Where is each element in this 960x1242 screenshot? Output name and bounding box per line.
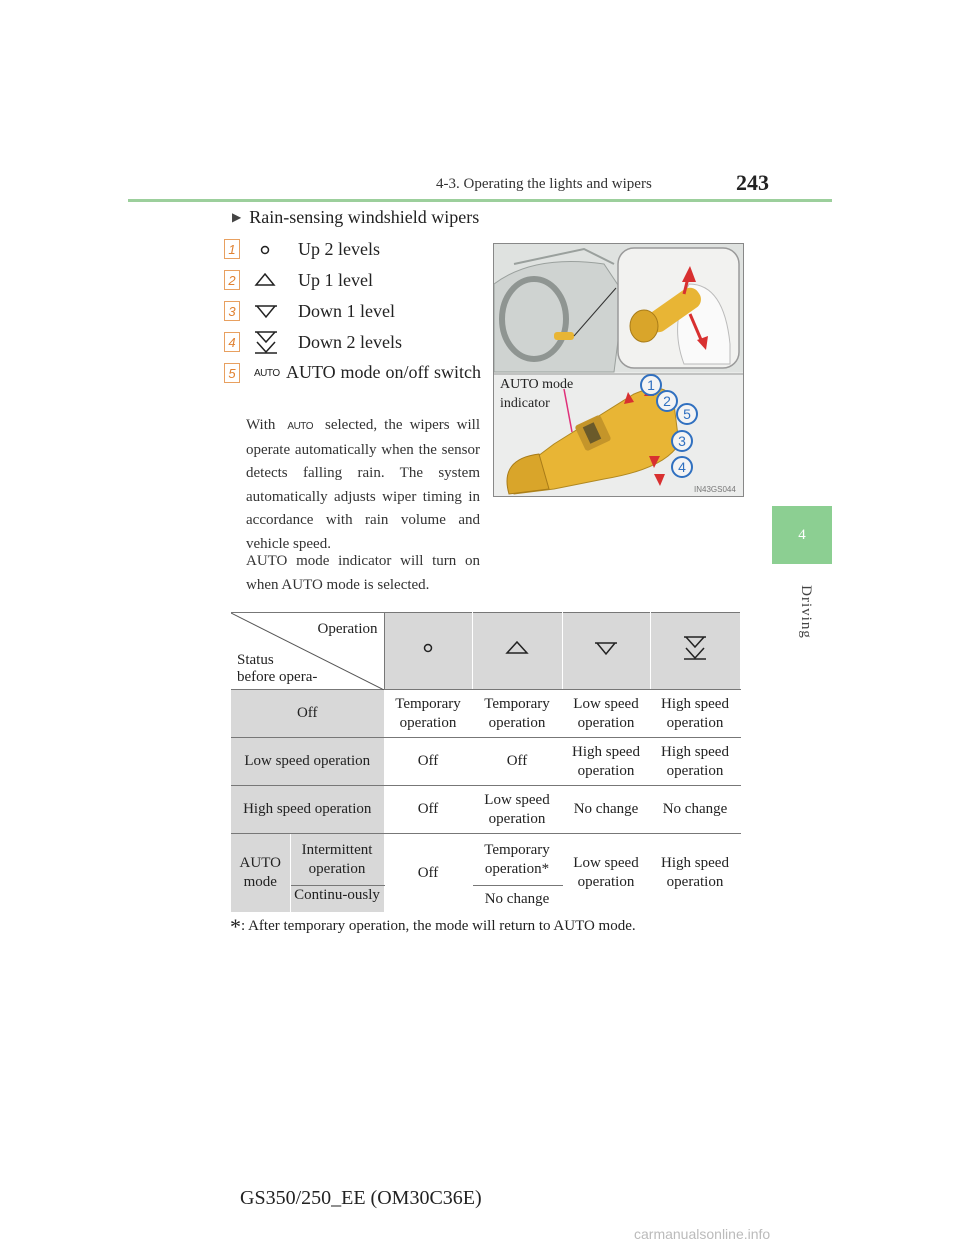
svg-text:1: 1 — [647, 377, 655, 393]
svg-text:3: 3 — [678, 433, 686, 449]
table-cell: Temporary operation* — [472, 834, 562, 886]
bullet-arrow-icon: ▶ — [232, 210, 242, 224]
list-item — [224, 297, 395, 325]
list-item — [224, 266, 373, 294]
corner-status-line2: before opera- — [237, 669, 318, 685]
item-label: Down 2 levels — [298, 331, 402, 352]
table-header-row — [231, 613, 740, 690]
callout-number: 3 — [224, 301, 240, 321]
triangle-down-icon — [562, 613, 650, 690]
auto-item-label: AUTO mode on/off switch — [286, 362, 481, 382]
table-row-auto — [231, 834, 740, 886]
auto-status: AUTO mode — [231, 834, 290, 913]
table-cell: Temporary operation — [472, 690, 562, 738]
table-cell: Off — [384, 834, 472, 913]
figure-label-line1: AUTO mode — [500, 377, 574, 392]
corner-operation: Operation — [317, 621, 378, 637]
item-label: Up 2 levels — [298, 238, 380, 259]
corner-cell — [231, 613, 384, 690]
svg-text:4: 4 — [678, 459, 686, 475]
table-cell: Temporary operation — [384, 690, 472, 738]
table-cell: Off — [384, 786, 472, 834]
chapter-label: Driving — [798, 585, 814, 639]
table-row — [231, 738, 740, 786]
dot-icon — [384, 613, 472, 690]
table-cell: Low speed operation — [562, 690, 650, 738]
double-triangle-down-icon — [650, 613, 740, 690]
table-cell: No change — [650, 786, 740, 834]
table-row — [231, 690, 740, 738]
item-label — [286, 360, 481, 385]
figure-label-line2: indicator — [500, 396, 550, 411]
list-item — [224, 235, 380, 263]
header-divider — [128, 199, 832, 202]
para-post: selected, the wipers will operate automatically when the sensor detects falling rain. The system automatically adjusts wiper timing in accordance with rain volume and vehicle speed. — [246, 417, 480, 552]
callout-number: 2 — [224, 270, 240, 290]
table-cell: High speed operation — [650, 834, 740, 913]
auto-sub-continuous-text: Continu-ously — [294, 887, 380, 903]
item-label: Up 1 level — [298, 269, 373, 290]
footnote — [230, 914, 636, 940]
callout-number: 5 — [224, 363, 240, 383]
table-cell: Low speed operation — [562, 834, 650, 913]
svg-text:IN43GS044: IN43GS044 — [694, 485, 736, 494]
list-item — [224, 328, 402, 356]
table-cell: No change — [562, 786, 650, 834]
auto-icon-text: AUTO — [254, 367, 280, 379]
section-title: 4-3. Operating the lights and wipers — [436, 176, 652, 192]
table-cell: Off — [384, 738, 472, 786]
para-pre: With — [246, 417, 276, 433]
page-number: 243 — [736, 170, 769, 195]
double-triangle-down-icon — [254, 329, 288, 355]
auto-sub-intermittent: Intermittent operation — [290, 834, 384, 886]
footnote-mark: * — [230, 914, 241, 939]
auto-inline-icon: AUTO — [287, 421, 314, 432]
callout-number: 4 — [224, 332, 240, 352]
table-cell: No change — [472, 886, 562, 913]
figure-label — [500, 375, 573, 413]
triangle-up-icon — [472, 613, 562, 690]
manual-code: GS350/250_EE (OM30C36E) — [240, 1187, 482, 1209]
auto-icon — [254, 360, 288, 386]
auto-sub-continuous — [290, 886, 384, 913]
triangle-up-icon — [254, 267, 288, 293]
table-cell: Off — [472, 738, 562, 786]
operation-table — [231, 612, 741, 912]
callout-number: 1 — [224, 239, 240, 259]
table-cell: High speed operation — [562, 738, 650, 786]
table-cell: Low speed operation — [472, 786, 562, 834]
wiper-lever-illustration — [493, 243, 744, 497]
corner-status — [237, 652, 317, 686]
triangle-down-icon — [254, 298, 288, 324]
bullet-heading-text: Rain-sensing windshield wipers — [249, 207, 480, 227]
dot-icon — [254, 236, 288, 262]
footnote-text: : After temporary operation, the mode will return to AUTO mode. — [241, 918, 636, 934]
table-cell: High speed operation — [650, 690, 740, 738]
table-cell: High speed operation — [650, 738, 740, 786]
table-row — [231, 786, 740, 834]
row-status: Low speed operation — [231, 738, 384, 786]
description-paragraph — [246, 414, 480, 556]
chapter-tab: 4 — [772, 506, 832, 564]
watermark: carmanualsonline.info — [634, 1226, 771, 1242]
corner-status-line1: Status — [237, 652, 274, 668]
indicator-note: AUTO mode indicator will turn on when AUTO mode is selected. — [246, 553, 480, 593]
item-label: Down 1 level — [298, 300, 395, 321]
svg-text:2: 2 — [663, 393, 671, 409]
bullet-heading — [232, 207, 479, 228]
row-status: High speed operation — [231, 786, 384, 834]
svg-text:5: 5 — [683, 406, 691, 422]
row-status: Off — [231, 690, 384, 738]
